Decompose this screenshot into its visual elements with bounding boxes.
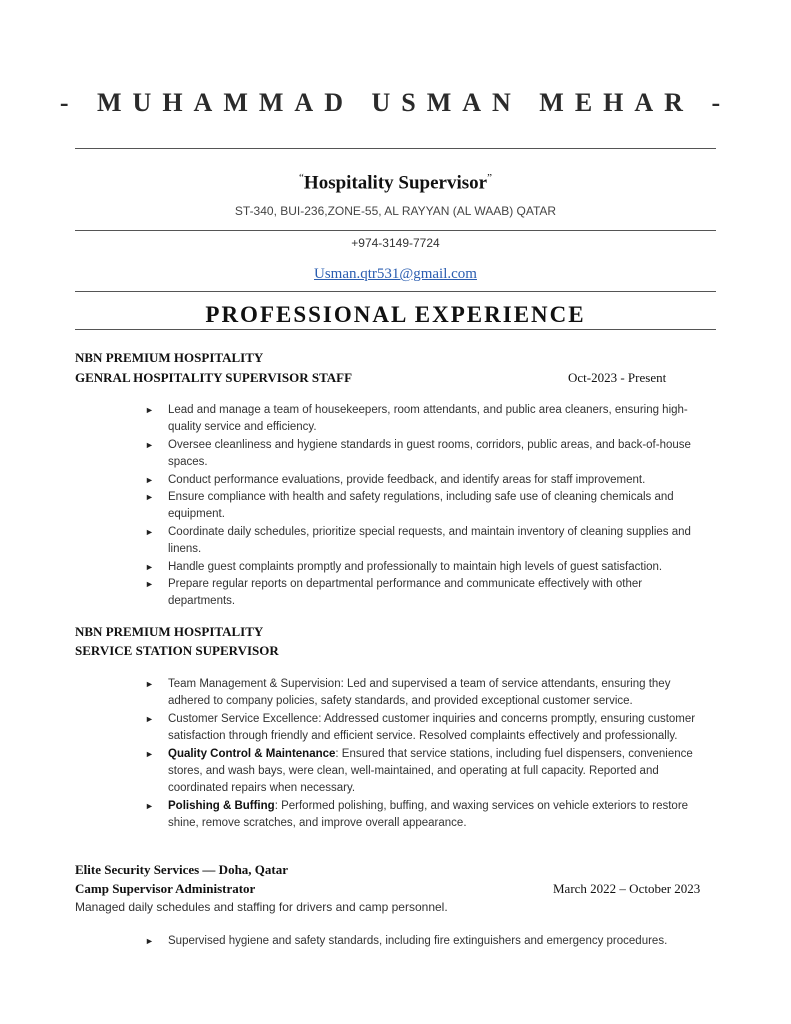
candidate-name: - MUHAMMAD USMAN MEHAR - xyxy=(59,88,732,117)
list-item: ► Quality Control & Maintenance: Ensured that service stations, including fuel dispensers, convenience stores, and wash bays, were clean, well-maintained, and operating at full capacity. Reported and coordinated repairs when necessary. xyxy=(145,747,693,795)
arrow-bullet-icon: ► xyxy=(145,936,154,946)
arrow-bullet-icon: ► xyxy=(145,579,154,590)
list-item: ► Supervised hygiene and safety standards, including fire extinguishers and emergency procedures. xyxy=(145,933,705,950)
list-item: ► Customer Service Excellence: Addressed customer inquiries and concerns promptly, ensuring customer satisfaction through friendly and efficient service. Resolved complaints effectively and professionally. xyxy=(145,712,696,743)
company-name: Elite Security Services — Doha, Qatar xyxy=(75,862,289,877)
job-bullets xyxy=(145,676,705,833)
list-item: ► Coordinate daily schedules, prioritize special requests, and maintain inventory of cleaning supplies and linens. xyxy=(145,525,691,556)
job-dates: Oct-2023 - Present xyxy=(568,370,667,385)
list-item: ► Polishing & Buffing: Performed polishing, buffing, and waxing services on vehicle exteriors to restore shine, remove scratches, and improve overall appearance. xyxy=(145,799,689,830)
job-role xyxy=(0,172,791,194)
job-title: Camp Supervisor Administrator xyxy=(75,881,256,896)
job-dates: March 2022 – October 2023 xyxy=(553,881,701,896)
email-link[interactable]: Usman.qtr531@gmail.com xyxy=(314,266,477,282)
job-description: Managed daily schedules and staffing for drivers and camp personnel. xyxy=(75,900,448,914)
company-name: NBN PREMIUM HOSPITALITY xyxy=(75,350,264,365)
arrow-bullet-icon: ► xyxy=(145,800,154,811)
arrow-bullet-icon: ► xyxy=(145,405,154,415)
divider xyxy=(75,329,716,330)
divider xyxy=(75,230,716,231)
list-item: ► Prepare regular reports on departmental performance and communicate effectively with other departments. xyxy=(145,578,643,608)
address: ST-340, BUI-236,ZONE-55, AL RAYYAN (AL WAAB) QATAR xyxy=(234,204,557,218)
job-title: GENRAL HOSPITALITY SUPERVISOR STAFF xyxy=(75,370,353,385)
list-item: ► Conduct performance evaluations, provide feedback, and identify areas for staff improvement. xyxy=(145,472,705,489)
job-bullets xyxy=(145,933,705,950)
arrow-bullet-icon: ► xyxy=(145,679,154,689)
section-heading: PROFESSIONAL EXPERIENCE xyxy=(205,302,586,327)
arrow-bullet-icon: ► xyxy=(145,439,154,450)
phone-number: +974-3149-7724 xyxy=(351,236,440,250)
list-item: ► Ensure compliance with health and safety regulations, including safe use of cleaning chemicals and equipment. xyxy=(145,491,674,521)
list-item: ► Team Management & Supervision: Led and supervised a team of service attendants, ensuring they adhered to company policies, safety standards, and provided exceptional customer service. xyxy=(145,678,671,708)
list-item: ► Lead and manage a team of housekeepers, room attendants, and public area cleaners, ensuring high-quality service and efficiency. xyxy=(145,404,688,434)
job-bullets xyxy=(145,402,705,611)
arrow-bullet-icon: ► xyxy=(145,474,154,485)
job-title: SERVICE STATION SUPERVISOR xyxy=(75,643,279,658)
arrow-bullet-icon: ► xyxy=(145,492,154,503)
arrow-bullet-icon: ► xyxy=(145,748,154,759)
divider xyxy=(75,291,716,292)
close-quote: ” xyxy=(487,172,492,184)
arrow-bullet-icon: ► xyxy=(145,561,154,572)
list-item: ► Oversee cleanliness and hygiene standards in guest rooms, corridors, public areas, and back-of-house spaces. xyxy=(145,438,691,469)
arrow-bullet-icon: ► xyxy=(145,526,154,537)
divider xyxy=(75,148,716,149)
open-quote: “ xyxy=(299,172,304,184)
list-item: ► Handle guest complaints promptly and professionally to maintain high levels of guest satisfaction. xyxy=(145,559,705,576)
role-text: Hospitality Supervisor xyxy=(303,172,488,194)
arrow-bullet-icon: ► xyxy=(145,713,154,724)
company-name: NBN PREMIUM HOSPITALITY xyxy=(75,624,264,639)
